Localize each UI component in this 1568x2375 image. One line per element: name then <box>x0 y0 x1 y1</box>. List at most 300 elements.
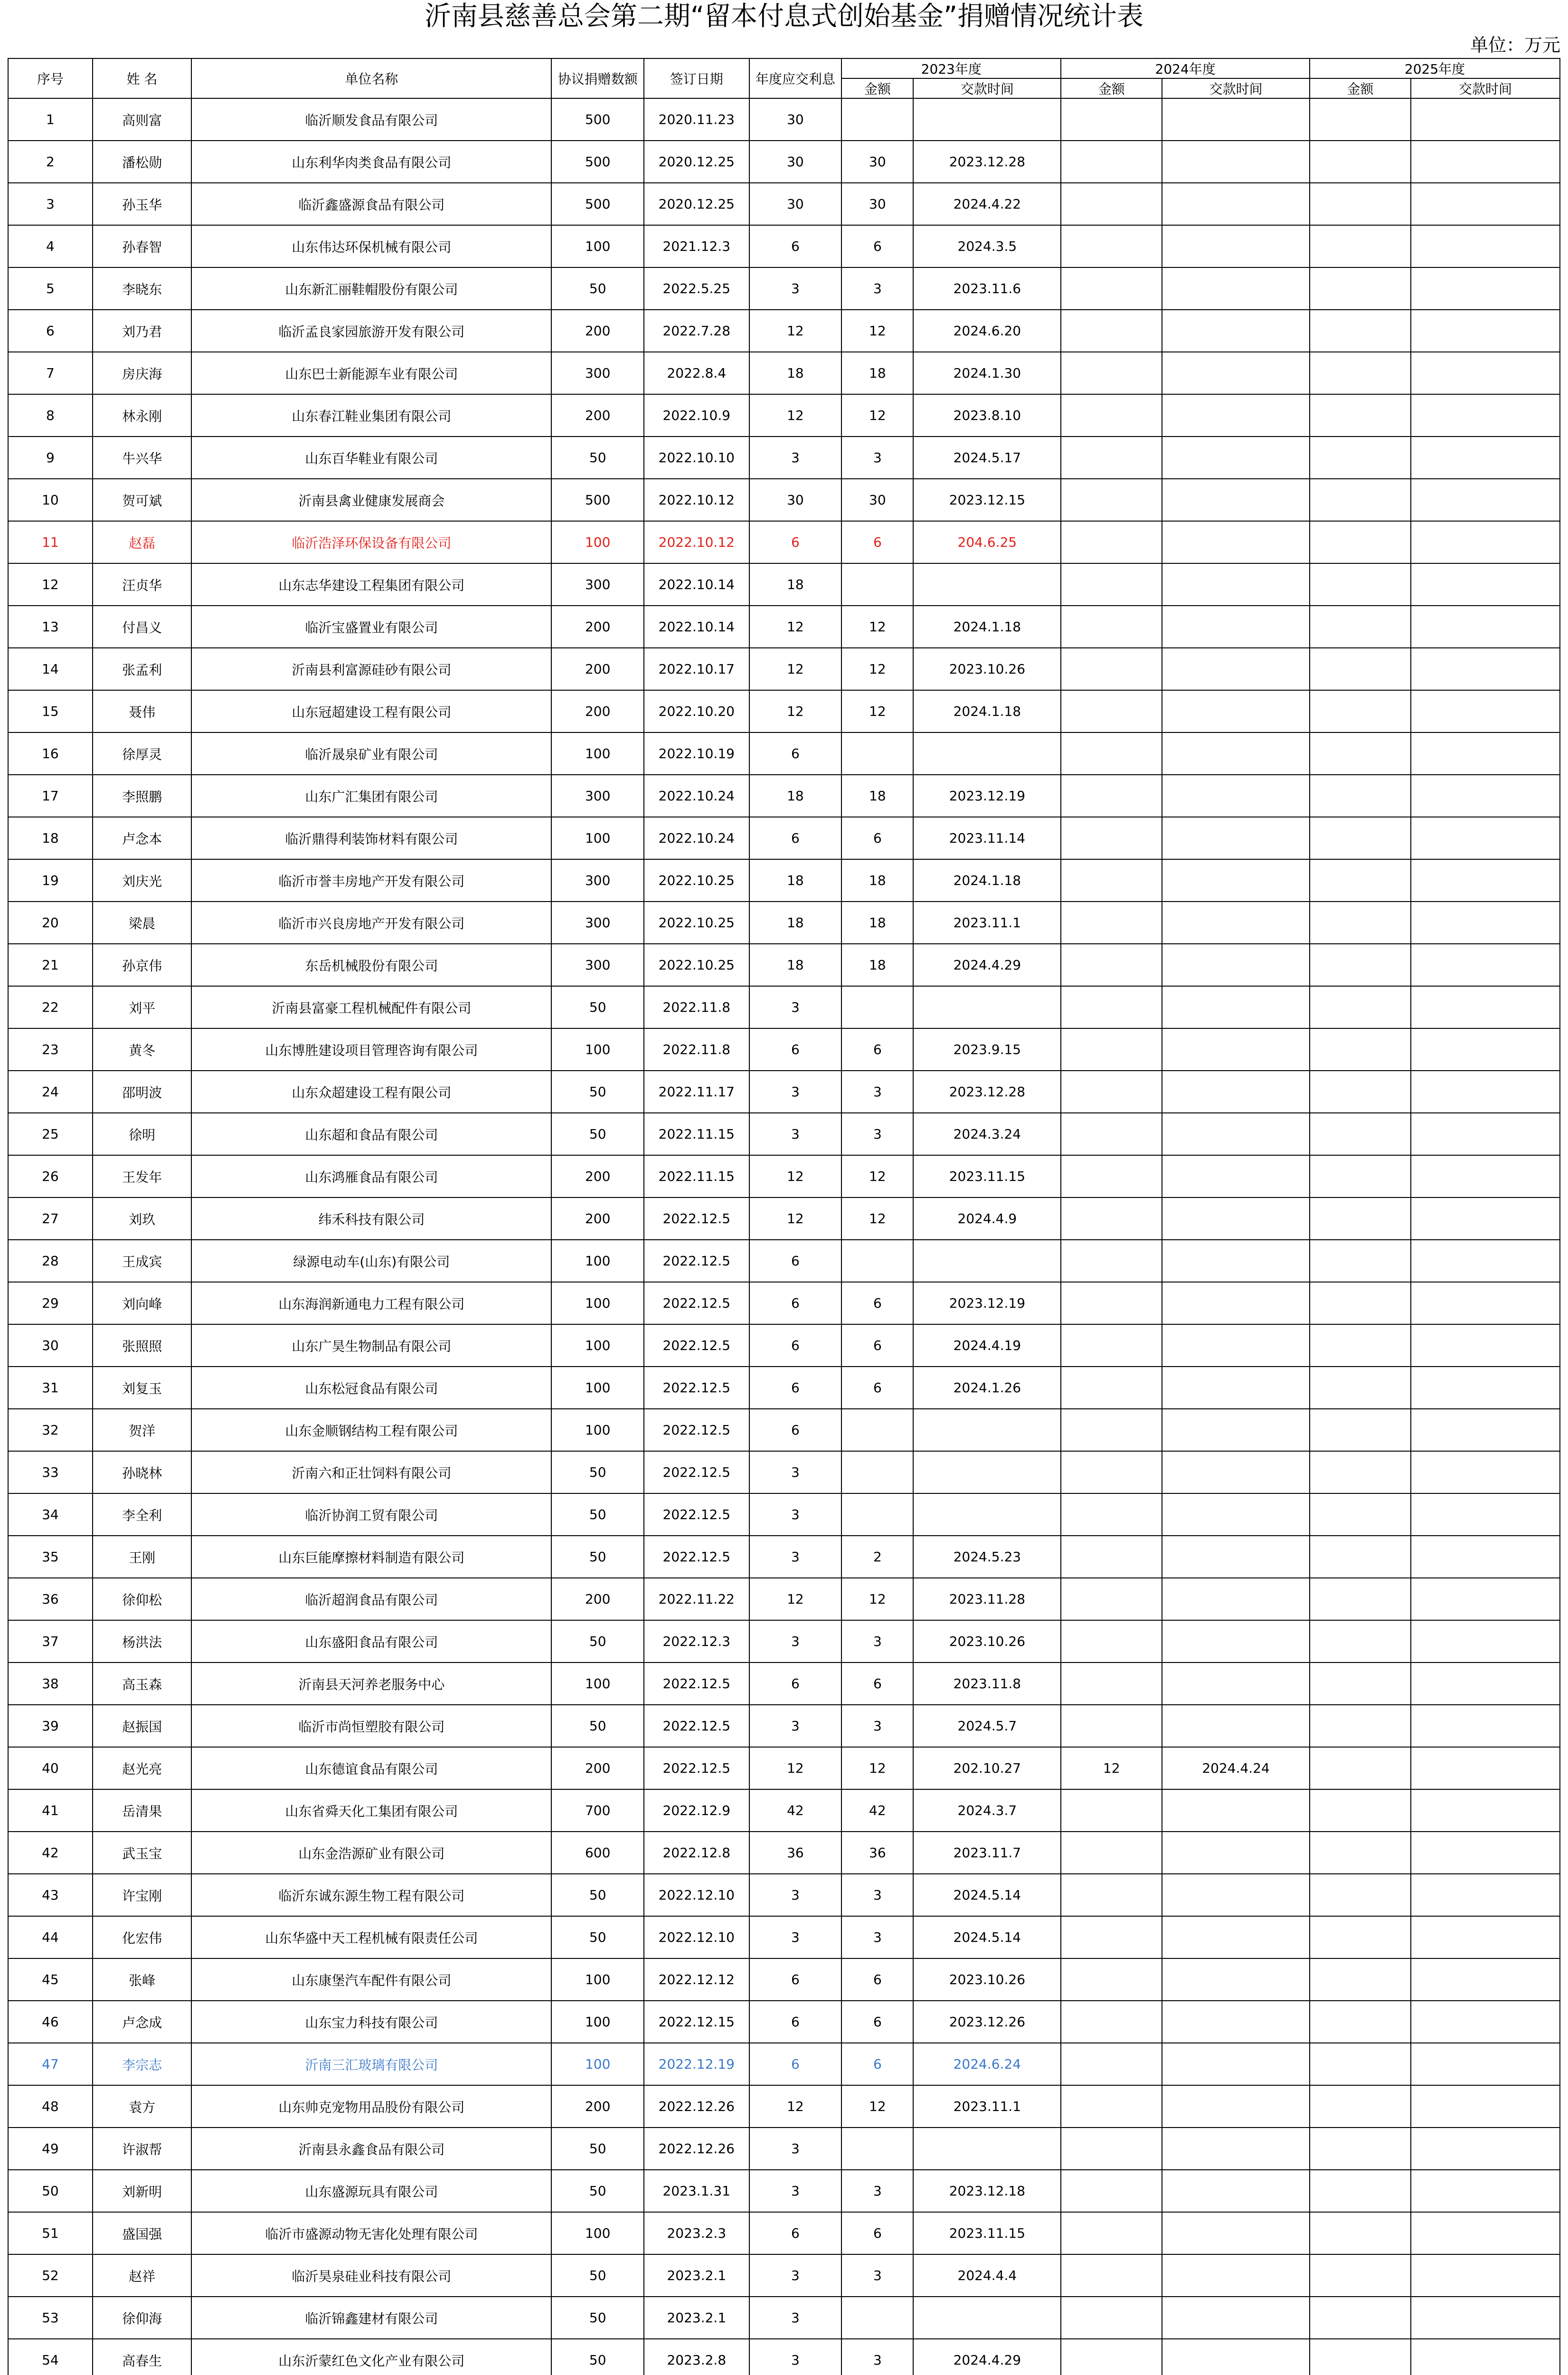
row-2025-time <box>1411 1071 1560 1113</box>
header-2025-amount: 金额 <box>1310 78 1411 98</box>
row-no: 14 <box>8 648 93 690</box>
row-2023-time <box>913 2297 1061 2339</box>
row-2024-amount <box>1061 141 1162 183</box>
table-row <box>8 1493 1560 1536</box>
row-2025-amount <box>1310 437 1411 479</box>
row-name: 刘复玉 <box>93 1367 192 1409</box>
row-2025-amount <box>1310 394 1411 437</box>
row-2023-amount: 18 <box>841 352 913 394</box>
row-2024-time <box>1162 2170 1310 2212</box>
row-org: 山东众超建设工程有限公司 <box>191 1071 551 1113</box>
row-2025-time <box>1411 1747 1560 1789</box>
row-no: 22 <box>8 986 93 1028</box>
row-amount: 100 <box>551 1958 644 2001</box>
row-date: 2022.11.8 <box>644 986 749 1028</box>
row-2023-time: 2023.10.26 <box>913 648 1061 690</box>
row-amount: 300 <box>551 859 644 902</box>
row-2024-amount <box>1061 690 1162 732</box>
row-2024-amount <box>1061 732 1162 775</box>
row-2023-amount: 3 <box>841 1620 913 1662</box>
unit-label: 单位：万元 <box>1470 35 1560 56</box>
row-name: 孙春智 <box>93 225 192 267</box>
row-org: 临沂市尚恒塑胶有限公司 <box>191 1705 551 1747</box>
row-date: 2020.12.25 <box>644 141 749 183</box>
row-no: 38 <box>8 1662 93 1705</box>
row-date: 2022.12.5 <box>644 1662 749 1705</box>
row-2025-amount <box>1310 479 1411 521</box>
row-2023-time: 2023.12.18 <box>913 2170 1061 2212</box>
row-2025-time <box>1411 1916 1560 1958</box>
row-2025-amount <box>1310 1240 1411 1282</box>
row-org: 山东华盛中天工程机械有限责任公司 <box>191 1916 551 1958</box>
table-row <box>8 394 1560 437</box>
row-2025-amount <box>1310 1620 1411 1662</box>
row-org: 临沂市兴良房地产开发有限公司 <box>191 902 551 944</box>
row-2025-amount <box>1310 2128 1411 2170</box>
row-interest: 3 <box>749 1705 842 1747</box>
row-name: 许淑帮 <box>93 2128 192 2170</box>
row-date: 2022.10.20 <box>644 690 749 732</box>
table-row <box>8 1240 1560 1282</box>
row-2024-amount <box>1061 225 1162 267</box>
row-2024-time <box>1162 98 1310 141</box>
row-interest: 6 <box>749 2043 842 2085</box>
row-date: 2022.10.17 <box>644 648 749 690</box>
row-2023-amount: 12 <box>841 1197 913 1240</box>
header-row-1 <box>8 58 1560 78</box>
row-2024-time <box>1162 183 1310 225</box>
row-interest: 6 <box>749 1367 842 1409</box>
row-org: 临沂鑫盛源食品有限公司 <box>191 183 551 225</box>
row-no: 52 <box>8 2254 93 2297</box>
row-2025-time <box>1411 817 1560 859</box>
row-2024-amount <box>1061 2128 1162 2170</box>
row-no: 26 <box>8 1155 93 1197</box>
row-2024-amount <box>1061 817 1162 859</box>
row-interest: 6 <box>749 225 842 267</box>
row-2023-amount: 42 <box>841 1789 913 1832</box>
row-2023-amount: 6 <box>841 1282 913 1324</box>
row-2023-time: 2023.11.28 <box>913 1578 1061 1620</box>
row-2023-time: 2024.1.18 <box>913 859 1061 902</box>
row-name: 高则富 <box>93 98 192 141</box>
row-org: 山东巨能摩擦材料制造有限公司 <box>191 1536 551 1578</box>
row-2024-time <box>1162 2128 1310 2170</box>
row-2025-time <box>1411 521 1560 563</box>
row-2023-time <box>913 986 1061 1028</box>
row-2023-amount: 3 <box>841 2254 913 2297</box>
row-2025-amount <box>1310 1324 1411 1367</box>
row-no: 34 <box>8 1493 93 1536</box>
row-2023-amount: 2 <box>841 1536 913 1578</box>
row-2024-time <box>1162 1409 1310 1451</box>
row-2023-amount: 18 <box>841 902 913 944</box>
row-2025-time <box>1411 1536 1560 1578</box>
table-row <box>8 648 1560 690</box>
row-interest: 30 <box>749 141 842 183</box>
row-amount: 100 <box>551 2043 644 2085</box>
row-2023-time: 2023.8.10 <box>913 394 1061 437</box>
row-2024-time <box>1162 1705 1310 1747</box>
row-amount: 50 <box>551 1536 644 1578</box>
row-2024-time <box>1162 1578 1310 1620</box>
row-2025-amount <box>1310 310 1411 352</box>
row-2025-time <box>1411 944 1560 986</box>
row-2025-amount <box>1310 267 1411 310</box>
row-2023-amount: 6 <box>841 1324 913 1367</box>
row-2023-amount: 6 <box>841 1028 913 1071</box>
row-2025-time <box>1411 2212 1560 2254</box>
row-2024-amount <box>1061 1578 1162 1620</box>
row-2025-amount <box>1310 1367 1411 1409</box>
row-name: 李晓东 <box>93 267 192 310</box>
row-interest: 6 <box>749 1282 842 1324</box>
row-2023-time: 2024.6.20 <box>913 310 1061 352</box>
row-org: 临沂宝盛置业有限公司 <box>191 606 551 648</box>
row-date: 2022.12.19 <box>644 2043 749 2085</box>
row-no: 44 <box>8 1916 93 1958</box>
row-2023-amount: 3 <box>841 267 913 310</box>
row-org: 沂南县利富源硅砂有限公司 <box>191 648 551 690</box>
row-2024-time <box>1162 1536 1310 1578</box>
row-no: 36 <box>8 1578 93 1620</box>
row-2025-time <box>1411 690 1560 732</box>
row-interest: 42 <box>749 1789 842 1832</box>
row-2023-amount <box>841 1240 913 1282</box>
row-name: 李照鹏 <box>93 775 192 817</box>
row-2024-amount <box>1061 775 1162 817</box>
row-amount: 50 <box>551 1451 644 1493</box>
row-interest: 18 <box>749 352 842 394</box>
row-2024-amount <box>1061 2212 1162 2254</box>
row-interest: 30 <box>749 183 842 225</box>
row-2023-time: 2023.10.26 <box>913 1958 1061 2001</box>
row-interest: 3 <box>749 1620 842 1662</box>
table-row <box>8 944 1560 986</box>
row-no: 15 <box>8 690 93 732</box>
row-2024-time <box>1162 1662 1310 1705</box>
row-amount: 50 <box>551 267 644 310</box>
row-2025-amount <box>1310 1113 1411 1155</box>
row-2024-amount <box>1061 1197 1162 1240</box>
header-no: 序号 <box>8 58 93 98</box>
row-amount: 100 <box>551 1324 644 1367</box>
table-row <box>8 606 1560 648</box>
row-name: 赵祥 <box>93 2254 192 2297</box>
row-org: 临沂浩泽环保设备有限公司 <box>191 521 551 563</box>
row-interest: 6 <box>749 1662 842 1705</box>
row-no: 43 <box>8 1874 93 1916</box>
row-2023-time: 2023.10.26 <box>913 1620 1061 1662</box>
row-2024-amount <box>1061 1409 1162 1451</box>
table-row <box>8 2043 1560 2085</box>
row-2024-amount <box>1061 1662 1162 1705</box>
row-2023-time: 2024.1.26 <box>913 1367 1061 1409</box>
row-2023-amount <box>841 732 913 775</box>
row-amount: 500 <box>551 183 644 225</box>
row-interest: 12 <box>749 690 842 732</box>
row-amount: 300 <box>551 944 644 986</box>
row-name: 赵磊 <box>93 521 192 563</box>
row-interest: 30 <box>749 479 842 521</box>
table-row <box>8 1113 1560 1155</box>
row-date: 2022.10.24 <box>644 775 749 817</box>
row-2024-time <box>1162 394 1310 437</box>
row-no: 40 <box>8 1747 93 1789</box>
row-2025-time <box>1411 2170 1560 2212</box>
row-interest: 12 <box>749 1197 842 1240</box>
row-2024-time <box>1162 1028 1310 1071</box>
row-name: 盛国强 <box>93 2212 192 2254</box>
row-date: 2022.12.15 <box>644 2001 749 2043</box>
row-2024-amount <box>1061 2254 1162 2297</box>
row-no: 16 <box>8 732 93 775</box>
row-interest: 6 <box>749 1028 842 1071</box>
row-2023-amount: 3 <box>841 2339 913 2375</box>
row-2023-amount: 6 <box>841 225 913 267</box>
row-date: 2022.12.5 <box>644 1536 749 1578</box>
row-2024-amount <box>1061 1789 1162 1832</box>
row-2025-time <box>1411 1620 1560 1662</box>
row-org: 山东伟达环保机械有限公司 <box>191 225 551 267</box>
row-no: 30 <box>8 1324 93 1367</box>
row-2023-amount <box>841 986 913 1028</box>
row-2024-time <box>1162 141 1310 183</box>
row-2024-amount <box>1061 352 1162 394</box>
row-name: 孙晓林 <box>93 1451 192 1493</box>
row-name: 岳清果 <box>93 1789 192 1832</box>
row-name: 刘平 <box>93 986 192 1028</box>
row-2024-amount <box>1061 1324 1162 1367</box>
row-interest: 6 <box>749 1958 842 2001</box>
row-2023-time <box>913 1240 1061 1282</box>
row-2025-amount <box>1310 1662 1411 1705</box>
row-date: 2022.12.5 <box>644 1197 749 1240</box>
row-no: 37 <box>8 1620 93 1662</box>
row-2024-time <box>1162 1197 1310 1240</box>
row-2025-amount <box>1310 859 1411 902</box>
row-amount: 100 <box>551 2001 644 2043</box>
row-date: 2022.12.3 <box>644 1620 749 1662</box>
row-2025-amount <box>1310 1409 1411 1451</box>
row-amount: 50 <box>551 2128 644 2170</box>
row-2025-time <box>1411 1155 1560 1197</box>
row-2024-amount <box>1061 1282 1162 1324</box>
row-date: 2022.7.28 <box>644 310 749 352</box>
row-org: 临沂晟泉矿业有限公司 <box>191 732 551 775</box>
row-name: 黄冬 <box>93 1028 192 1071</box>
row-date: 2022.12.5 <box>644 1451 749 1493</box>
row-2025-amount <box>1310 2170 1411 2212</box>
row-no: 27 <box>8 1197 93 1240</box>
row-2025-amount <box>1310 1071 1411 1113</box>
row-2024-amount <box>1061 859 1162 902</box>
row-2024-time <box>1162 1832 1310 1874</box>
row-2023-time: 2024.3.7 <box>913 1789 1061 1832</box>
row-org: 山东志华建设工程集团有限公司 <box>191 563 551 606</box>
row-2023-time: 2023.12.19 <box>913 1282 1061 1324</box>
row-2024-amount <box>1061 310 1162 352</box>
row-2025-time <box>1411 2254 1560 2297</box>
row-2023-time: 2023.12.26 <box>913 2001 1061 2043</box>
row-2025-time <box>1411 1240 1560 1282</box>
row-2024-amount <box>1061 2339 1162 2375</box>
row-2025-amount <box>1310 775 1411 817</box>
row-no: 31 <box>8 1367 93 1409</box>
table-row <box>8 2212 1560 2254</box>
row-org: 山东利华肉类食品有限公司 <box>191 141 551 183</box>
row-2023-time: 2024.6.24 <box>913 2043 1061 2085</box>
header-year-2023: 2023年度 <box>841 58 1061 78</box>
row-name: 王刚 <box>93 1536 192 1578</box>
row-date: 2022.10.19 <box>644 732 749 775</box>
row-amount: 500 <box>551 98 644 141</box>
row-2023-amount: 6 <box>841 521 913 563</box>
row-2025-amount <box>1310 1451 1411 1493</box>
row-date: 2022.12.8 <box>644 1832 749 1874</box>
row-interest: 12 <box>749 648 842 690</box>
row-org: 绿源电动车(山东)有限公司 <box>191 1240 551 1282</box>
row-2025-amount <box>1310 183 1411 225</box>
row-2024-time <box>1162 775 1310 817</box>
table-row <box>8 1874 1560 1916</box>
table-row <box>8 1832 1560 1874</box>
row-interest: 12 <box>749 2085 842 2128</box>
row-amount: 50 <box>551 1493 644 1536</box>
row-2024-time <box>1162 2001 1310 2043</box>
row-2024-amount: 12 <box>1061 1747 1162 1789</box>
row-2023-time: 2024.3.5 <box>913 225 1061 267</box>
row-2023-time: 2023.11.15 <box>913 1155 1061 1197</box>
row-2024-time <box>1162 902 1310 944</box>
row-amount: 50 <box>551 1620 644 1662</box>
row-2025-time <box>1411 1197 1560 1240</box>
row-name: 聂伟 <box>93 690 192 732</box>
row-2025-amount <box>1310 986 1411 1028</box>
row-date: 2022.12.5 <box>644 1282 749 1324</box>
row-2025-time <box>1411 1578 1560 1620</box>
row-org: 沂南县富豪工程机械配件有限公司 <box>191 986 551 1028</box>
table-row <box>8 2128 1560 2170</box>
row-interest: 18 <box>749 859 842 902</box>
row-amount: 200 <box>551 1578 644 1620</box>
row-2023-amount: 18 <box>841 775 913 817</box>
row-date: 2022.10.9 <box>644 394 749 437</box>
row-2024-amount <box>1061 1028 1162 1071</box>
row-interest: 12 <box>749 1747 842 1789</box>
row-2023-time <box>913 732 1061 775</box>
row-org: 临沂超润食品有限公司 <box>191 1578 551 1620</box>
row-org: 山东巴士新能源车业有限公司 <box>191 352 551 394</box>
row-amount: 50 <box>551 2170 644 2212</box>
row-2024-amount <box>1061 986 1162 1028</box>
table-row <box>8 225 1560 267</box>
row-2024-time <box>1162 1451 1310 1493</box>
row-2024-time <box>1162 944 1310 986</box>
row-org: 临沂协润工贸有限公司 <box>191 1493 551 1536</box>
row-interest: 12 <box>749 606 842 648</box>
row-2023-amount: 6 <box>841 817 913 859</box>
row-amount: 100 <box>551 1240 644 1282</box>
row-date: 2022.11.22 <box>644 1578 749 1620</box>
row-2025-time <box>1411 859 1560 902</box>
row-2024-time <box>1162 1155 1310 1197</box>
row-no: 19 <box>8 859 93 902</box>
row-name: 孙玉华 <box>93 183 192 225</box>
table-row <box>8 1028 1560 1071</box>
row-no: 53 <box>8 2297 93 2339</box>
header-name: 姓 名 <box>93 58 192 98</box>
row-amount: 100 <box>551 732 644 775</box>
row-2024-amount <box>1061 1240 1162 1282</box>
row-2024-time <box>1162 1240 1310 1282</box>
row-2023-time <box>913 1493 1061 1536</box>
row-date: 2022.10.10 <box>644 437 749 479</box>
table-row <box>8 732 1560 775</box>
row-2024-time <box>1162 479 1310 521</box>
row-2023-time <box>913 1409 1061 1451</box>
row-2025-amount <box>1310 1536 1411 1578</box>
row-2024-amount <box>1061 267 1162 310</box>
table-row <box>8 1536 1560 1578</box>
row-2023-time: 2024.1.18 <box>913 690 1061 732</box>
row-2023-amount: 6 <box>841 1958 913 2001</box>
table-row <box>8 352 1560 394</box>
row-2023-time: 2024.5.7 <box>913 1705 1061 1747</box>
row-no: 54 <box>8 2339 93 2375</box>
row-2024-time <box>1162 267 1310 310</box>
row-no: 21 <box>8 944 93 986</box>
row-2025-time <box>1411 2297 1560 2339</box>
header-2024-amount: 金额 <box>1061 78 1162 98</box>
row-date: 2022.12.12 <box>644 1958 749 2001</box>
row-2025-time <box>1411 141 1560 183</box>
row-interest: 6 <box>749 2212 842 2254</box>
row-amount: 200 <box>551 606 644 648</box>
row-amount: 100 <box>551 1282 644 1324</box>
row-2025-time <box>1411 1451 1560 1493</box>
row-date: 2020.11.23 <box>644 98 749 141</box>
row-2024-amount <box>1061 1705 1162 1747</box>
row-org: 东岳机械股份有限公司 <box>191 944 551 986</box>
row-2024-time <box>1162 606 1310 648</box>
row-org: 山东省舜天化工集团有限公司 <box>191 1789 551 1832</box>
row-interest: 6 <box>749 732 842 775</box>
header-2023-amount: 金额 <box>841 78 913 98</box>
row-2023-amount: 12 <box>841 394 913 437</box>
row-amount: 200 <box>551 1747 644 1789</box>
header-2025-time: 交款时间 <box>1411 78 1560 98</box>
row-interest: 3 <box>749 1451 842 1493</box>
row-org: 纬禾科技有限公司 <box>191 1197 551 1240</box>
row-no: 33 <box>8 1451 93 1493</box>
row-2024-time <box>1162 437 1310 479</box>
row-interest: 3 <box>749 1916 842 1958</box>
row-2025-amount <box>1310 2043 1411 2085</box>
row-name: 卢念成 <box>93 2001 192 2043</box>
row-date: 2023.2.1 <box>644 2297 749 2339</box>
row-date: 2022.12.5 <box>644 1705 749 1747</box>
row-amount: 100 <box>551 521 644 563</box>
row-2024-amount <box>1061 1493 1162 1536</box>
row-no: 46 <box>8 2001 93 2043</box>
row-org: 沂南县天河养老服务中心 <box>191 1662 551 1705</box>
row-name: 张孟利 <box>93 648 192 690</box>
row-no: 29 <box>8 1282 93 1324</box>
row-2023-amount: 18 <box>841 944 913 986</box>
row-2025-amount <box>1310 606 1411 648</box>
table-row <box>8 2254 1560 2297</box>
